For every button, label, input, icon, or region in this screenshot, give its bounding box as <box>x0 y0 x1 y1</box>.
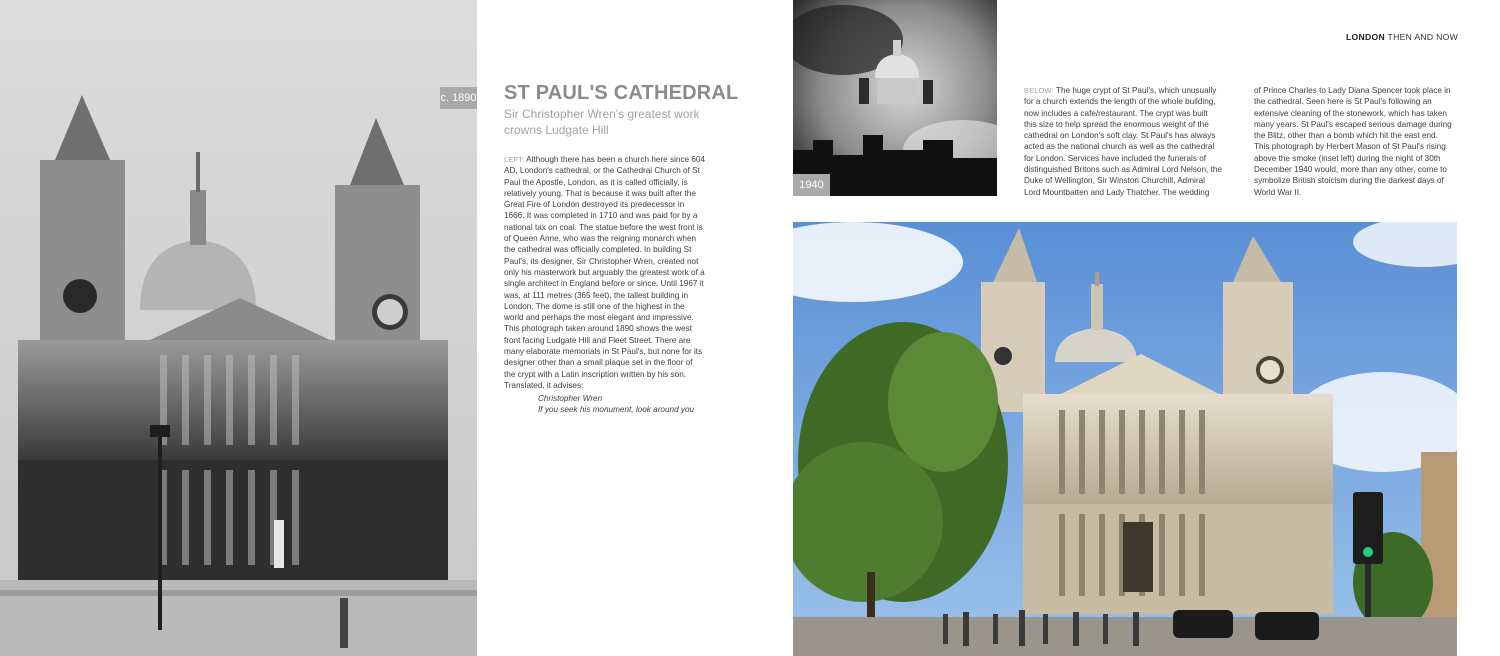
date-label-1890: c. 1890 <box>440 87 477 109</box>
left-caption <box>504 154 706 391</box>
running-header <box>1290 32 1458 42</box>
photo-1940-blitz <box>793 0 997 196</box>
article-title: ST PAUL'S CATHEDRAL <box>504 82 739 104</box>
right-caption-text-1: The huge crypt of St Paul's, which unusually for a church extends the length of the whole building, now includes a cafe/restaurant. The crypt was built this size to help spread the enormous weight of the cathedral on London's soft clay. St Paul's has always acted as the national church as well as the cathedral for London. Services have included the funerals of distinguished Britons such as Admiral Lord Nelson, the Duke of Wellington, Sir Winston Churchill, Admiral Lord Mountbatten and Lady Thatcher. The wedding <box>1024 86 1222 197</box>
left-caption-lead: LEFT: <box>504 155 525 164</box>
right-caption-lead: BELOW: <box>1024 86 1054 95</box>
photo-modern-cathedral <box>793 222 1457 656</box>
running-header-rest: THEN AND NOW <box>1385 32 1458 42</box>
epitaph-line-2: If you seek his monument, look around you <box>538 405 695 415</box>
photo-1890-cathedral <box>0 0 477 656</box>
article-subtitle: Sir Christopher Wren's greatest work crowns Ludgate Hill <box>504 107 700 137</box>
wren-epitaph <box>538 393 708 416</box>
right-caption-col-2: of Prince Charles to Lady Diana Spencer took place in the cathedral. Seen here is St Paul's following an extensive cleaning of the stonework, which has taken many years. St Paul's escaped serious damage during the Blitz, other than a bomb which hit the east end. This photograph by Herbert Mason of St Paul's rising above the smoke (inset left) during the night of 30th December 1940 would, more than any other, come to symbolize British stoicism during the darkest days of World War II. <box>1254 86 1452 197</box>
left-caption-text: Although there has been a church here since 604 AD, London's cathedral, or the Cathedral Church of St Paul the Apostle, London, as it is called officially, is relatively young. That is because it was built after the Great Fire of London destroyed its predecessor in 1666. It was completed in 1710 and was paid for by a national tax on coal. The statue before the west front is of Queen Anne, who was the reigning monarch when the cathedral was officially completed. In building St Paul's, its designer, Sir Christopher Wren, created not only his masterwork but arguably the greatest work of a single architect in England before or since. Until 1967 it was, at 111 metres (365 feet), the tallest building in London. The dome is still one of the highest in the world and perhaps the most elegant and impressive. This photograph taken around 1890 shows the west front facing Ludgate Hill and Fleet Street. There are many elaborate memorials in St Paul's, but none for its designer other than a small plaque set in the floor of the crypt with a Latin inscription written by his son. Translated, it advises: <box>504 155 706 390</box>
right-caption-col-1 <box>1024 85 1222 198</box>
date-label-1940: 1940 <box>793 174 830 196</box>
running-header-bold: LONDON <box>1345 32 1386 42</box>
epitaph-line-1: Christopher Wren <box>538 394 603 403</box>
